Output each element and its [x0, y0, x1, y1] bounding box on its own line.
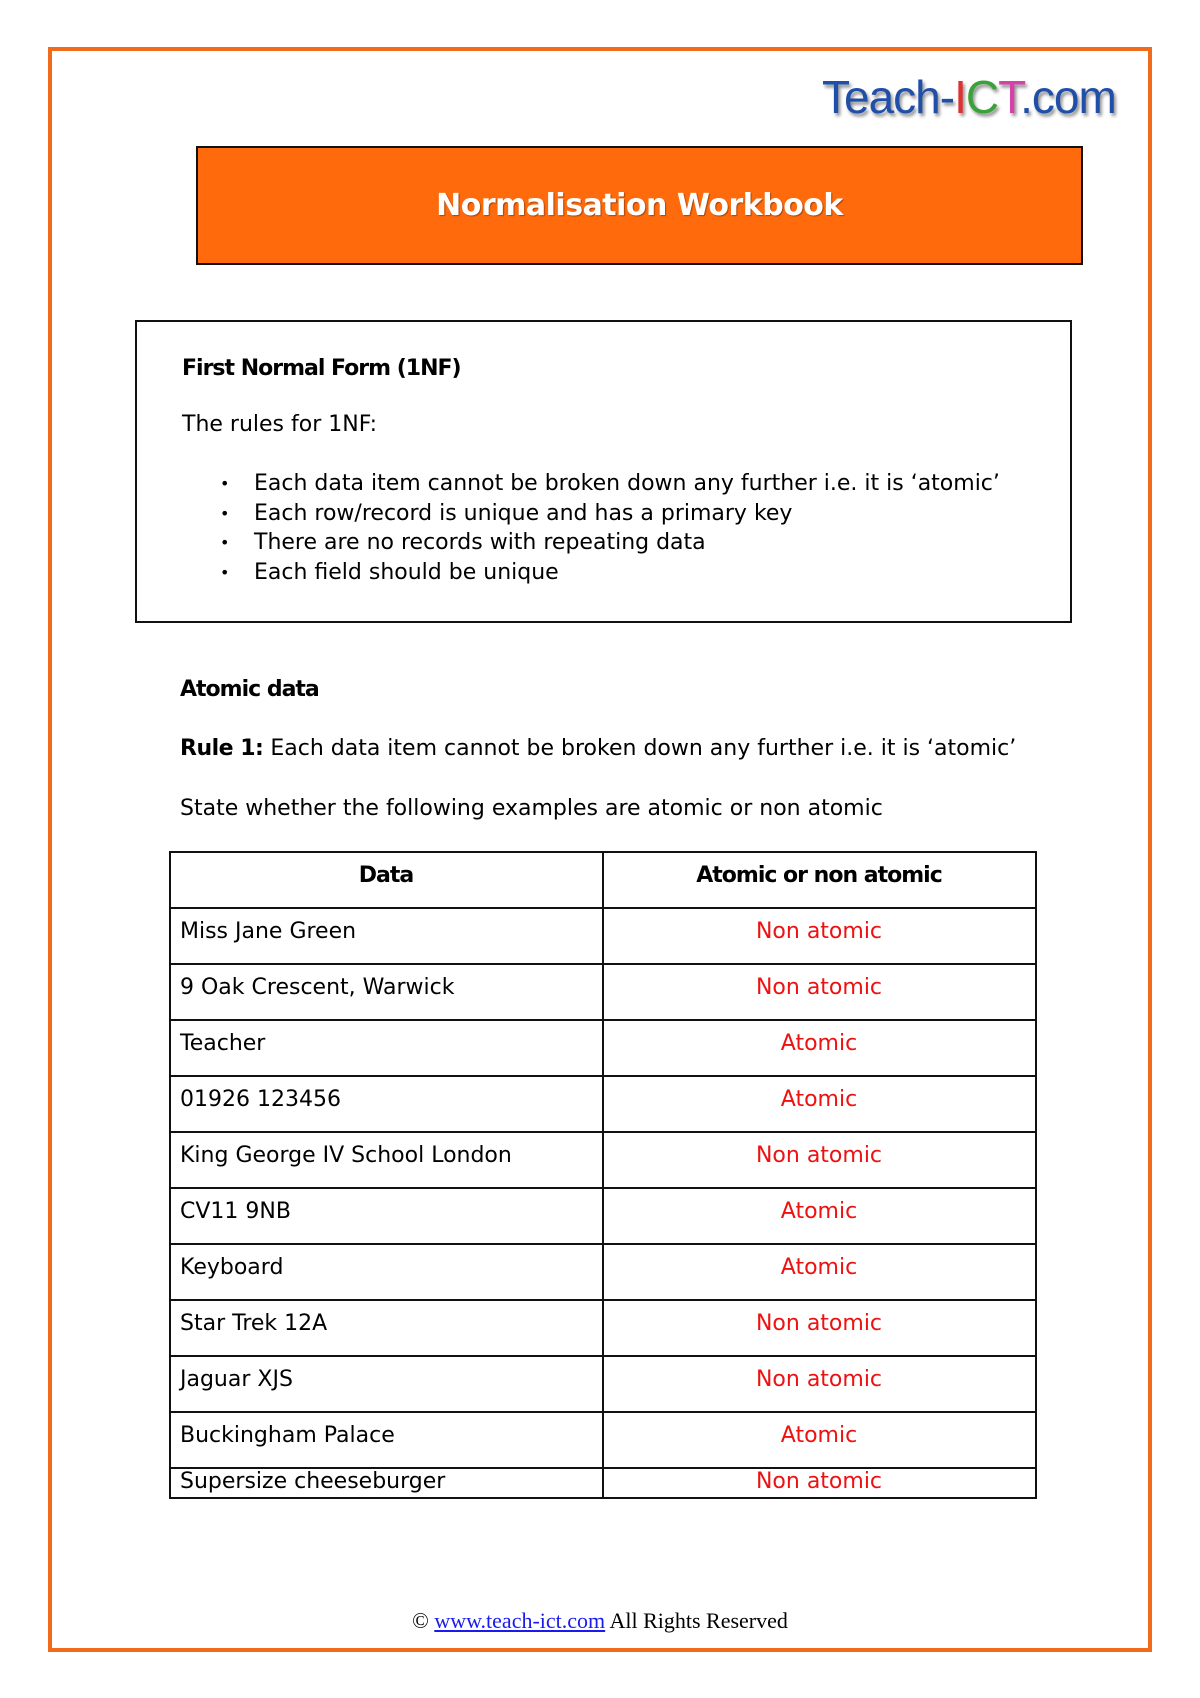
table-row	[170, 1300, 1036, 1356]
data-cell: 9 Oak Crescent, Warwick	[170, 964, 603, 1020]
data-cell: Jaguar XJS	[170, 1356, 603, 1412]
copyright-symbol: ©	[412, 1608, 429, 1633]
table-header-row	[170, 852, 1036, 908]
footer	[0, 1608, 1200, 1634]
table-row	[170, 908, 1036, 964]
table-row	[170, 1356, 1036, 1412]
data-cell: Star Trek 12A	[170, 1300, 603, 1356]
rule-1-text: Each data item cannot be broken down any further i.e. it is ‘atomic’	[263, 736, 1017, 761]
rules-heading: First Normal Form (1NF)	[182, 356, 461, 381]
rule-item: • Each field should be unique	[182, 558, 1000, 588]
answer-cell: Non atomic	[603, 1468, 1036, 1498]
rights-text: All Rights Reserved	[609, 1608, 788, 1633]
answer-cell: Atomic	[603, 1244, 1036, 1300]
answer-cell: Non atomic	[603, 1356, 1036, 1412]
answer-cell: Non atomic	[603, 964, 1036, 1020]
table-row	[170, 1076, 1036, 1132]
teach-ict-logo[interactable]: Teach-ICT.com	[822, 71, 1116, 123]
teach-ict-link[interactable]: www.teach-ict.com	[434, 1608, 606, 1633]
answer-cell: Atomic	[603, 1076, 1036, 1132]
rules-intro: The rules for 1NF:	[182, 412, 378, 437]
data-cell: Miss Jane Green	[170, 908, 603, 964]
header-atomic: Atomic or non atomic	[603, 852, 1036, 908]
table-row	[170, 1468, 1036, 1498]
answer-cell: Atomic	[603, 1188, 1036, 1244]
data-cell: Keyboard	[170, 1244, 603, 1300]
rule-item: • Each row/record is unique and has a primary key	[182, 499, 1000, 529]
answer-cell: Atomic	[603, 1412, 1036, 1468]
data-cell: King George IV School London	[170, 1132, 603, 1188]
table-row	[170, 1188, 1036, 1244]
rule-1-line	[180, 736, 1016, 761]
rules-box	[135, 320, 1072, 623]
answer-cell: Atomic	[603, 1020, 1036, 1076]
answer-cell: Non atomic	[603, 908, 1036, 964]
table-row	[170, 964, 1036, 1020]
answer-cell: Non atomic	[603, 1132, 1036, 1188]
table-row	[170, 1132, 1036, 1188]
data-cell: Buckingham Palace	[170, 1412, 603, 1468]
instruction-text: State whether the following examples are atomic or non atomic	[180, 796, 883, 821]
table-row	[170, 1412, 1036, 1468]
data-cell: 01926 123456	[170, 1076, 603, 1132]
table-row	[170, 1244, 1036, 1300]
data-cell: Supersize cheeseburger	[170, 1468, 603, 1498]
table-row	[170, 1020, 1036, 1076]
data-cell: CV11 9NB	[170, 1188, 603, 1244]
page-title: Normalisation Workbook	[436, 188, 843, 223]
header-data: Data	[170, 852, 603, 908]
atomic-data-heading: Atomic data	[180, 677, 319, 702]
rule-1-label: Rule 1:	[180, 736, 264, 761]
title-banner	[196, 146, 1083, 265]
rule-item: • There are no records with repeating data	[182, 528, 1000, 558]
rule-item: • Each data item cannot be broken down any further i.e. it is ‘atomic’	[182, 469, 1000, 499]
rules-list	[182, 469, 1000, 587]
atomic-table	[169, 851, 1037, 1499]
answer-cell: Non atomic	[603, 1300, 1036, 1356]
data-cell: Teacher	[170, 1020, 603, 1076]
